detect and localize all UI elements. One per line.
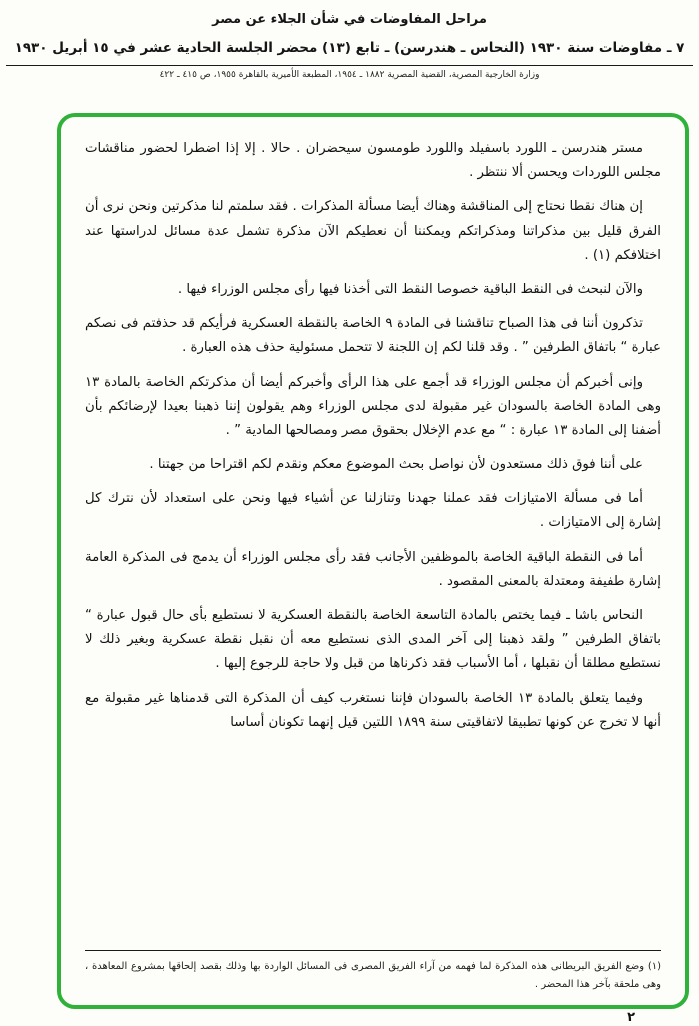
document-body xyxy=(85,137,661,735)
body-paragraph: أما فى مسألة الامتيازات فقد عملنا جهدنا وتنازلنا عن أشياء فيها ونحن على استعداد لأن نترك كل إشارة إلى الامتيازات . xyxy=(85,491,661,531)
page-number: ٢ xyxy=(627,1010,635,1025)
source-citation: وزارة الخارجية المصرية، القضية المصرية ١٨٨٢ ـ ١٩٥٤، المطبعة الأميرية بالقاهرة ١٩٥٥، ص ٤١٥ ـ ٤٢٢ xyxy=(159,70,540,80)
content-frame xyxy=(57,113,689,1009)
header-divider xyxy=(6,65,693,66)
page-subtitle: ٧ ـ مفاوضات سنة ١٩٣٠ (النحاس ـ هندرسن) ـ تابع (١٣) محضر الجلسة الحادية عشر في ١٥ أبريل ١٩٣٠ xyxy=(14,40,685,56)
body-paragraph: مستر هندرسن ـ اللورد باسفيلد واللورد طومسون سيحضران . حالا . إلا إذا اضطرا لحضور مناقشات مجلس اللوردات ويحسن ألا ننتظر . xyxy=(85,141,661,181)
body-paragraph: وفيما يتعلق بالمادة ١٣ الخاصة بالسودان فإننا نستغرب كيف أن المذكرة التى قدمناها غير مقبولة مع أنها لا تخرج عن كونها تطبيقا لاتفاقيتى سنة ١٨٩٩ اللتين قيل إنهما تكونان أساسا xyxy=(85,690,661,730)
footnote-section xyxy=(85,950,661,993)
body-paragraph: وإنى أخبركم أن مجلس الوزراء قد أجمع على هذا الرأى وأخبركم أيضا أن مذكرتكم الخاصة بالمادة ١٣ وهى المادة الخاصة بالسودان غير مقبولة لدى مجلس الوزراء وهم يقولون إننا ذهبنا بعيدا لإرضائكم بأن أضفنا إلى المادة ١٣ عبارة : “ مع عدم الإخلال بحقوق مصر ومصالحها المادية ” . xyxy=(85,374,661,438)
body-paragraph: تذكرون أننا فى هذا الصباح تناقشنا فى المادة ٩ الخاصة بالنقطة العسكرية فرأيكم قد حذفتم فى نصكم عبارة “ باتفاق الطرفين ” . وقد قلنا لكم إن اللجنة لا تتحمل مسئولية حذف هذه العبارة . xyxy=(85,316,661,356)
body-paragraph: أما فى النقطة الباقية الخاصة بالموظفين الأجانب فقد رأى مجلس الوزراء أن يدمج فى المذكرة العامة إشارة طفيفة ومعتدلة بالمعنى المقصود . xyxy=(85,549,661,589)
body-paragraph: والآن لنبحث فى النقط الباقية خصوصا النقط التى أخذنا فيها رأى مجلس الوزراء فيها . xyxy=(177,281,643,297)
body-paragraph: على أننا فوق ذلك مستعدون لأن نواصل بحث الموضوع معكم ونقدم لكم اقتراحا من جهتنا . xyxy=(149,457,643,473)
body-paragraph: إن هناك نقطا نحتاج إلى المناقشة وهناك أيضا مسألة المذكرات . فقد سلمتم لنا مذكرتين ونحن نرى أن الفرق قليل بين مذكراتنا ومذكراتكم ويمكننا أن نعطيكم الآن مذكرة تشمل عدة مسائل لدراستها عند اختلافكم (١) . xyxy=(85,199,661,263)
page-title: مراحل المفاوضات في شأن الجلاء عن مصر xyxy=(212,12,487,27)
page-header xyxy=(0,0,699,80)
footnote-text: (١) وضع الفريق البريطانى هذه المذكرة لما فهمه من آراء الفريق المصرى فى المسائل الواردة بها وذلك بقصد إلحاقها بمشروع المعاهدة ، وهى ملحقة بآخر هذا المحضر . xyxy=(85,961,661,990)
footnote-divider xyxy=(85,950,661,951)
body-paragraph: النحاس باشا ـ فيما يختص بالمادة التاسعة الخاصة بالنقطة العسكرية لا نستطيع بأى حال قبول عبارة “ باتفاق الطرفين ” ولقد ذهبنا إلى آخر المدى الذى نستطيع معه أن نقبل نقطة عسكرية وبغير ذلك لا نستطيع مطلقا أن نقبلها ، أما الأسباب فقد ذكرناها من قبل ولا حاجة للرجوع إليها . xyxy=(85,608,661,672)
